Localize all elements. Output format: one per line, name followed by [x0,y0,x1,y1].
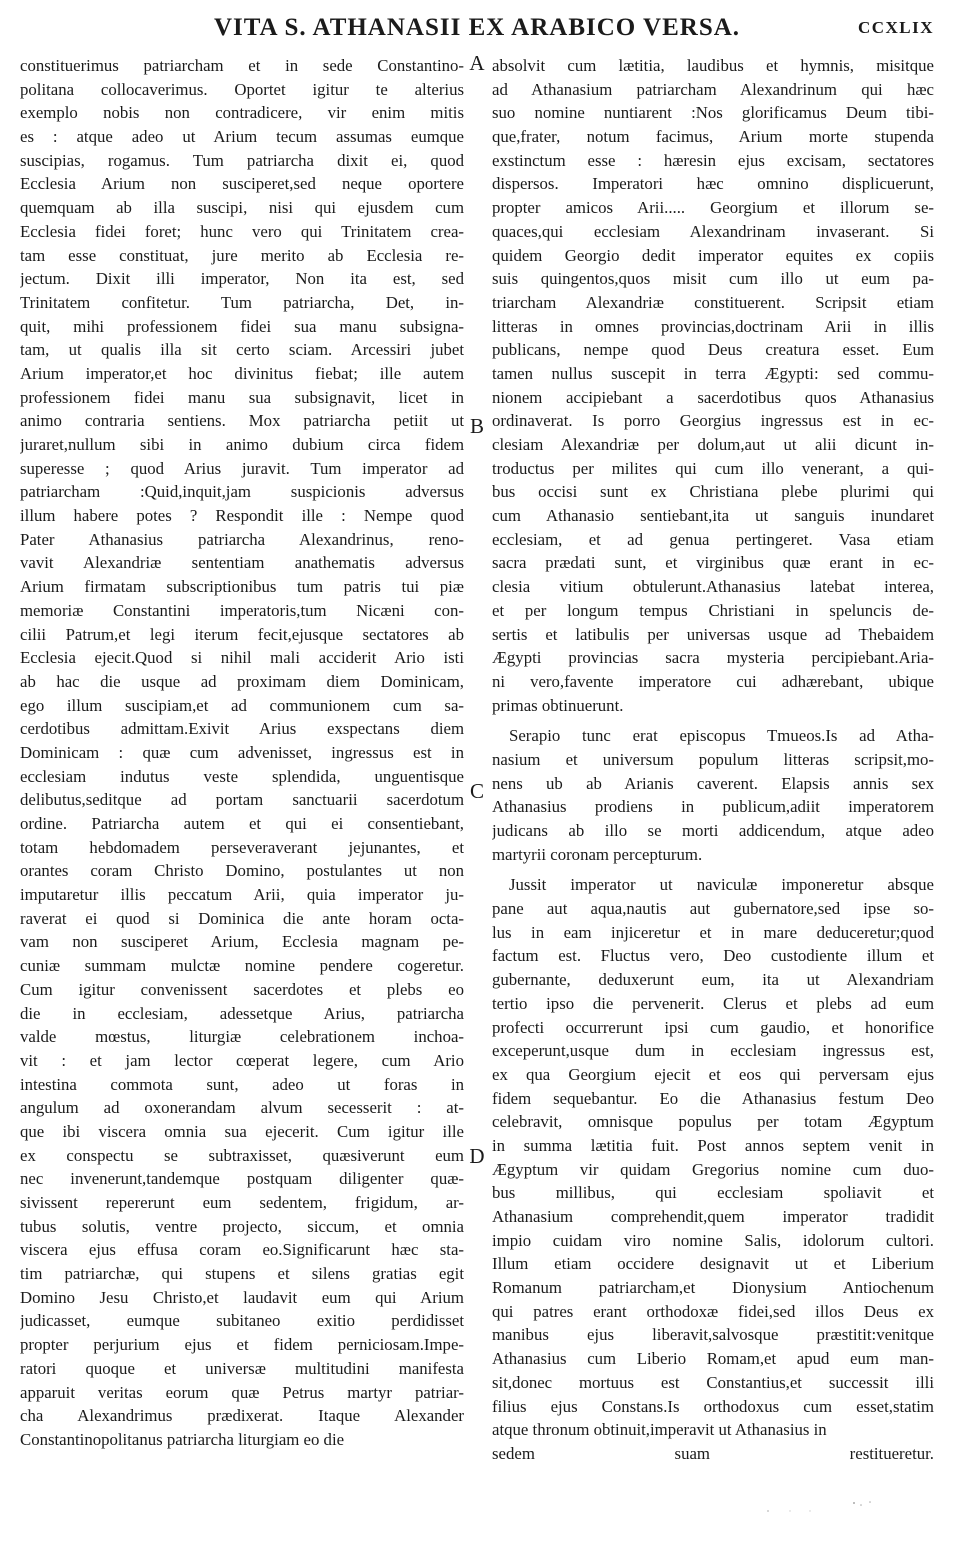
text-line: lus in eam injiceretur et in mare deduceretur;quod [492,922,934,942]
text-line: cha Alexandrimus prædixerat. Itaque Alexander [20,1406,464,1426]
text-line: triarcham Alexandriæ constituerent. Scripsit etiam [492,292,934,312]
text-line: raverat ei quod si Dominica die ante horam octa- [20,908,464,928]
text-line: pane aut aqua,nautis aut gubernatore,sed ipse so- [492,899,934,919]
text-line: bus millibus, qui ecclesiam spoliavit et [492,1183,934,1203]
text-line: Domino Jesu Christo,et laudavit eum qui Arium [20,1287,464,1307]
text-line: Romanum patriarcham,et Dionysium Antiochenum [492,1278,934,1298]
text-line: animo contraria sentiens. Mox patriarcha petiit ut [20,411,464,431]
text-line: valde mœstus, liturgiæ celebrationem inchoa- [20,1027,464,1047]
text-line: patriarcham :Quid,inquit,jam suspicionis adversus [20,482,464,502]
text-line: ratori quoque et universæ multitudini manifesta [20,1358,464,1378]
text-line: propter perjurium ejus et fidem perniciosam.Impe- [20,1335,464,1355]
text-line: sedem suam restitueretur. [492,1443,934,1463]
running-header [0,0,954,50]
text-line: profecti occurrerunt ipsi cum gaudio, et honorifice [492,1017,934,1037]
text-line: propter amicos Arii..... Georgium et illorum se- [492,198,934,218]
text-line: primas obtinuerunt. [492,695,624,715]
text-line: et per longum tempus Christiani in speluncis de- [492,600,934,620]
page-number: CCXLIX [857,18,934,37]
text-line: Arium firmatam subscriptionibus tum patris tui piæ [20,577,464,597]
text-line: judicasset, eumque subitaneo exitio perdidisset [20,1311,464,1331]
text-line: Ægyptum vir quidam Gregorius nomine cum duo- [492,1159,934,1179]
text-line: tubus solutis, ventre projecto, siccum, et omnia [20,1216,464,1236]
text-line: clesia vitium obtulerunt.Athanasius latebat interea, [492,577,934,597]
text-line: Athanasius cum Liberio Romam,et apud eum man- [492,1349,934,1369]
text-line: imputaretur illis peccatum Arii, quia imperator ju- [20,885,464,905]
text-line: impio cuidam viro nomine Salis, idolorum cultori. [492,1230,934,1250]
text-line: Ecclesia ejecit.Quod si nihil mali acciderit Ario isti [20,648,464,668]
text-line: troductus per milites qui cum illo venerant, a qui- [492,458,934,478]
text-line: celebravit, omnisque populus per totam Ægyptum [492,1112,934,1132]
text-line: Dominicam : quæ cum advenisset, ingressus est in [20,742,464,762]
text-line: apparuit veritas eorum quæ Petrus martyr patriar- [20,1382,464,1402]
text-line: sacra prædati sunt, et virginibus quæ erant in ec- [492,553,934,573]
right-text-column [492,54,934,1466]
text-line: nionem accipiebant a sacerdotibus quos Athanasius [492,387,934,407]
text-line: ex conspectu se subtraxisset, quæsiverunt eum [20,1145,464,1165]
text-line: ordine. Patriarcha autem et qui ei consentiebant, [20,814,464,833]
text-line: quaces,qui ecclesiam Alexandrinam invaserant. Si [492,221,934,241]
text-line: illum habere potes ? Respondit ille : Nempe quod [20,506,464,526]
text-line: politana collocaverimus. Oportet igitur te alterius [20,79,464,99]
print-specks [760,1499,890,1515]
text-line: Ecclesia Arium non susciperet,sed neque oportere [20,174,464,194]
text-line: Jussit imperator ut naviculæ imponeretur absque [509,875,934,895]
text-line: quidem Georgio dedit imperator equites ex copiis [492,245,934,265]
text-line: suo nomine nuntiarent :Nos glorificamus Deum tibi- [492,103,934,123]
text-line: bus occisi sunt ex Christiana plebe plurimi qui [492,482,934,502]
margin-marker-c: C [469,779,484,803]
text-line: quit, mihi professionem fidei sua manu subsigna- [20,316,464,336]
text-line: exemplo nobis non contradicere, vir enim mitis [20,103,464,123]
text-line: clesiam Alexandriæ per dolum,aut ut alii dicunt in- [492,435,934,454]
text-line: es : atque adeo ut Arium tecum assumas eumque [20,127,464,147]
text-line: juraret,nullum sibi in animo dubium circa fidem [20,435,464,454]
text-line: ad Athanasium patriarcham Alexandrinum qui hæc [492,79,934,99]
text-line: ego illum suscipiam,et ad communionem cum sa- [20,695,464,715]
text-line: ordinaverat. Is porro Georgius ingressus est in ec- [492,411,934,431]
text-line: in summa lætitia fuit. Post annos septem venit in [492,1135,934,1155]
text-line: cuniæ summam mulctæ nomine pendere cogeretur. [20,956,464,976]
text-line: cum Athanasio sentiebant,ita ut sanguis inundaret [492,506,934,526]
text-line: manibus ejus liberavit,salvosque præstitit:venitque [492,1325,934,1345]
text-line: Pater Athanasius patriarcha Alexandrinus, reno- [20,529,464,549]
text-line: tam esse constituat, jure merito ab Ecclesia re- [20,245,464,265]
text-line: vavit Alexandriæ sententiam anathematis adversus [20,553,464,573]
text-line: Ecclesia fidei foret; hunc vero qui Trinitatem crea- [20,221,464,241]
text-line: tim patriarchæ, qui stupens et silens gratias egit [20,1264,464,1284]
text-line: Ægypti provincias sacra mysteria percipiebant.Aria- [492,648,934,668]
text-line: qui patres erant orthodoxæ fidei,sed illos Deus ex [492,1301,934,1321]
text-line: sivissent repererunt eum sedentem, frigidum, ar- [20,1193,464,1212]
text-line: delibutus,seditque ad portam sanctuarii sacerdotum [20,790,464,810]
text-line: tertio ipso die pervenerit. Clerus et plebs ad eum [492,993,934,1013]
text-line: angulum ad oxonerandam alvum secesserit : at- [20,1098,464,1118]
text-line: ni vero,favente imperatore cui adhærebant, ubique [492,671,934,691]
text-line: dispersos. Imperatori hæc omnino displicuerunt, [492,174,934,194]
text-line: sertis et latibulis per universas usque ad Thebaidem [492,624,934,644]
text-line: ecclesiam indutus veste splendida, unguentisque [20,766,464,786]
text-line: Trinitatem confitetur. Tum patriarcha, Det, in- [20,292,464,312]
text-line: factum est. Fluctus vero, Deo custodiente illum et [492,946,934,966]
text-line: tam, ut qualis illa sit certo sciam. Arcessiri jubet [20,340,464,360]
text-line: ex qua Georgium ejecit et eos qui perversam ejus [492,1064,934,1084]
text-line: sit,donec mortuus est Constantius,et successit illi [492,1372,934,1392]
text-line: exceperunt,usque dum in ecclesiam ingressus est, [492,1041,934,1061]
margin-marker-a: A [469,51,485,75]
text-line: fidem sequebantur. Eo die Athanasius festum Deo [492,1088,934,1108]
text-line: Athanasius prodiens in publicum,adiit imperatorem [492,797,934,817]
text-line: jectum. Dixit illi imperator, Non ita est, sed [20,269,464,289]
margin-marker-b: B [469,414,484,438]
paragraph-gap [492,717,934,724]
text-line: cilii Patrum,et legi iterum fecit,ejusque sectatores ab [20,624,464,644]
text-line: cerdotibus admittam.Exivit Arius exspectans diem [20,719,464,739]
text-line: die in ecclesiam, adessetque Arius, patriarcha [20,1003,464,1023]
text-line: ab hac die usque ad proximam diem Dominicam, [20,671,464,691]
text-line: Constantinopolitanus patriarcha liturgiam eo die [20,1429,345,1449]
text-line: exstinctum esse : hæresin ejus excisam, sectatores [492,150,934,170]
text-line: gubernante, deduxerunt eum, ita ut Alexandriam [492,970,934,990]
text-line: quemquam ab illa suscipi, nisi qui ejusdem cum [20,198,464,218]
text-line: viscera ejus effusa coram eo.Significarunt hæc sta- [20,1240,464,1260]
text-line: Athanasium comprehendit,quem imperator tradidit [492,1207,934,1226]
text-line: Illum etiam occidere designavit ut et Liberium [492,1254,934,1274]
text-line: judicans ab illo se morti addicendum, atque adeo [492,821,934,840]
text-line: memoriæ Constantini imperatoris,tum Nicæni con- [20,600,464,620]
text-line: martyrii coronam percepturum. [492,844,703,864]
text-line: superesse ; quod Arius juravit. Tum imperator ad [20,458,464,478]
text-line: intestina commota sunt, adeo ut foras in [20,1074,464,1094]
text-line: tamen nullus suscepit in terra Ægypti: sed commu- [492,363,934,383]
running-title: VITA S. ATHANASII EX ARABICO VERSA. [213,14,741,41]
text-line: que,frater, notum facimus, Arium morte stupenda [492,127,934,147]
text-line: litteras in omnes provincias,doctrinam Arii in illis [492,316,934,336]
text-line: suscipias, rogamus. Tum patriarcha dixit ei, quod [20,150,464,170]
text-line: professionem fidei manu sua subsignavit, licet in [20,387,464,407]
text-line: publicans, nempe quod Deus creatura esset. Eum [492,340,934,360]
paragraph-gap [492,866,934,873]
text-line: atque thronum obtinuit,imperavit ut Athanasius in [492,1420,827,1440]
text-line: filius ejus Constans.Is orthodoxus cum esset,statim [492,1396,934,1416]
text-line: que ibi viscera omnia sua ejecerit. Cum igitur ille [20,1121,464,1141]
text-line: nasium et universum populum litteras scripsit,mo- [492,749,934,769]
text-line: orantes coram Christo Domino, postulantes ut non [20,861,464,881]
text-line: totam hebdomadem perseveraverant jejunantes, et [20,837,464,857]
margin-marker-d: D [469,1144,485,1168]
text-line: Serapio tunc erat episcopus Tmueos.Is ad Atha- [509,726,934,746]
text-line: nens ub ab Arianis caverent. Elapsis annis sex [492,773,934,793]
text-line: vit : et jam lector cœperat legere, cum Ario [20,1050,464,1070]
text-line: nec invenerunt,tandemque postquam diligenter quæ- [20,1169,464,1189]
text-line: ecclesiam, et ad genua pertingeret. Vasa etiam [492,529,934,549]
text-line: suis quingentos,quos misit cum illo ut eum pa- [492,269,934,289]
left-text-column [20,54,464,1452]
text-line: absolvit cum lætitia, laudibus et hymnis, misitque [492,56,934,75]
text-line: Cum igitur convenissent sacerdotes et plebs eo [20,979,464,999]
text-line: constituerimus patriarcham et in sede Constantino- [20,56,464,75]
text-line: vam non susciperet Arium, Ecclesia magnam pe- [20,932,464,952]
text-line: Arium imperator,et hoc divinitus fiebat; ille autem [20,363,464,383]
